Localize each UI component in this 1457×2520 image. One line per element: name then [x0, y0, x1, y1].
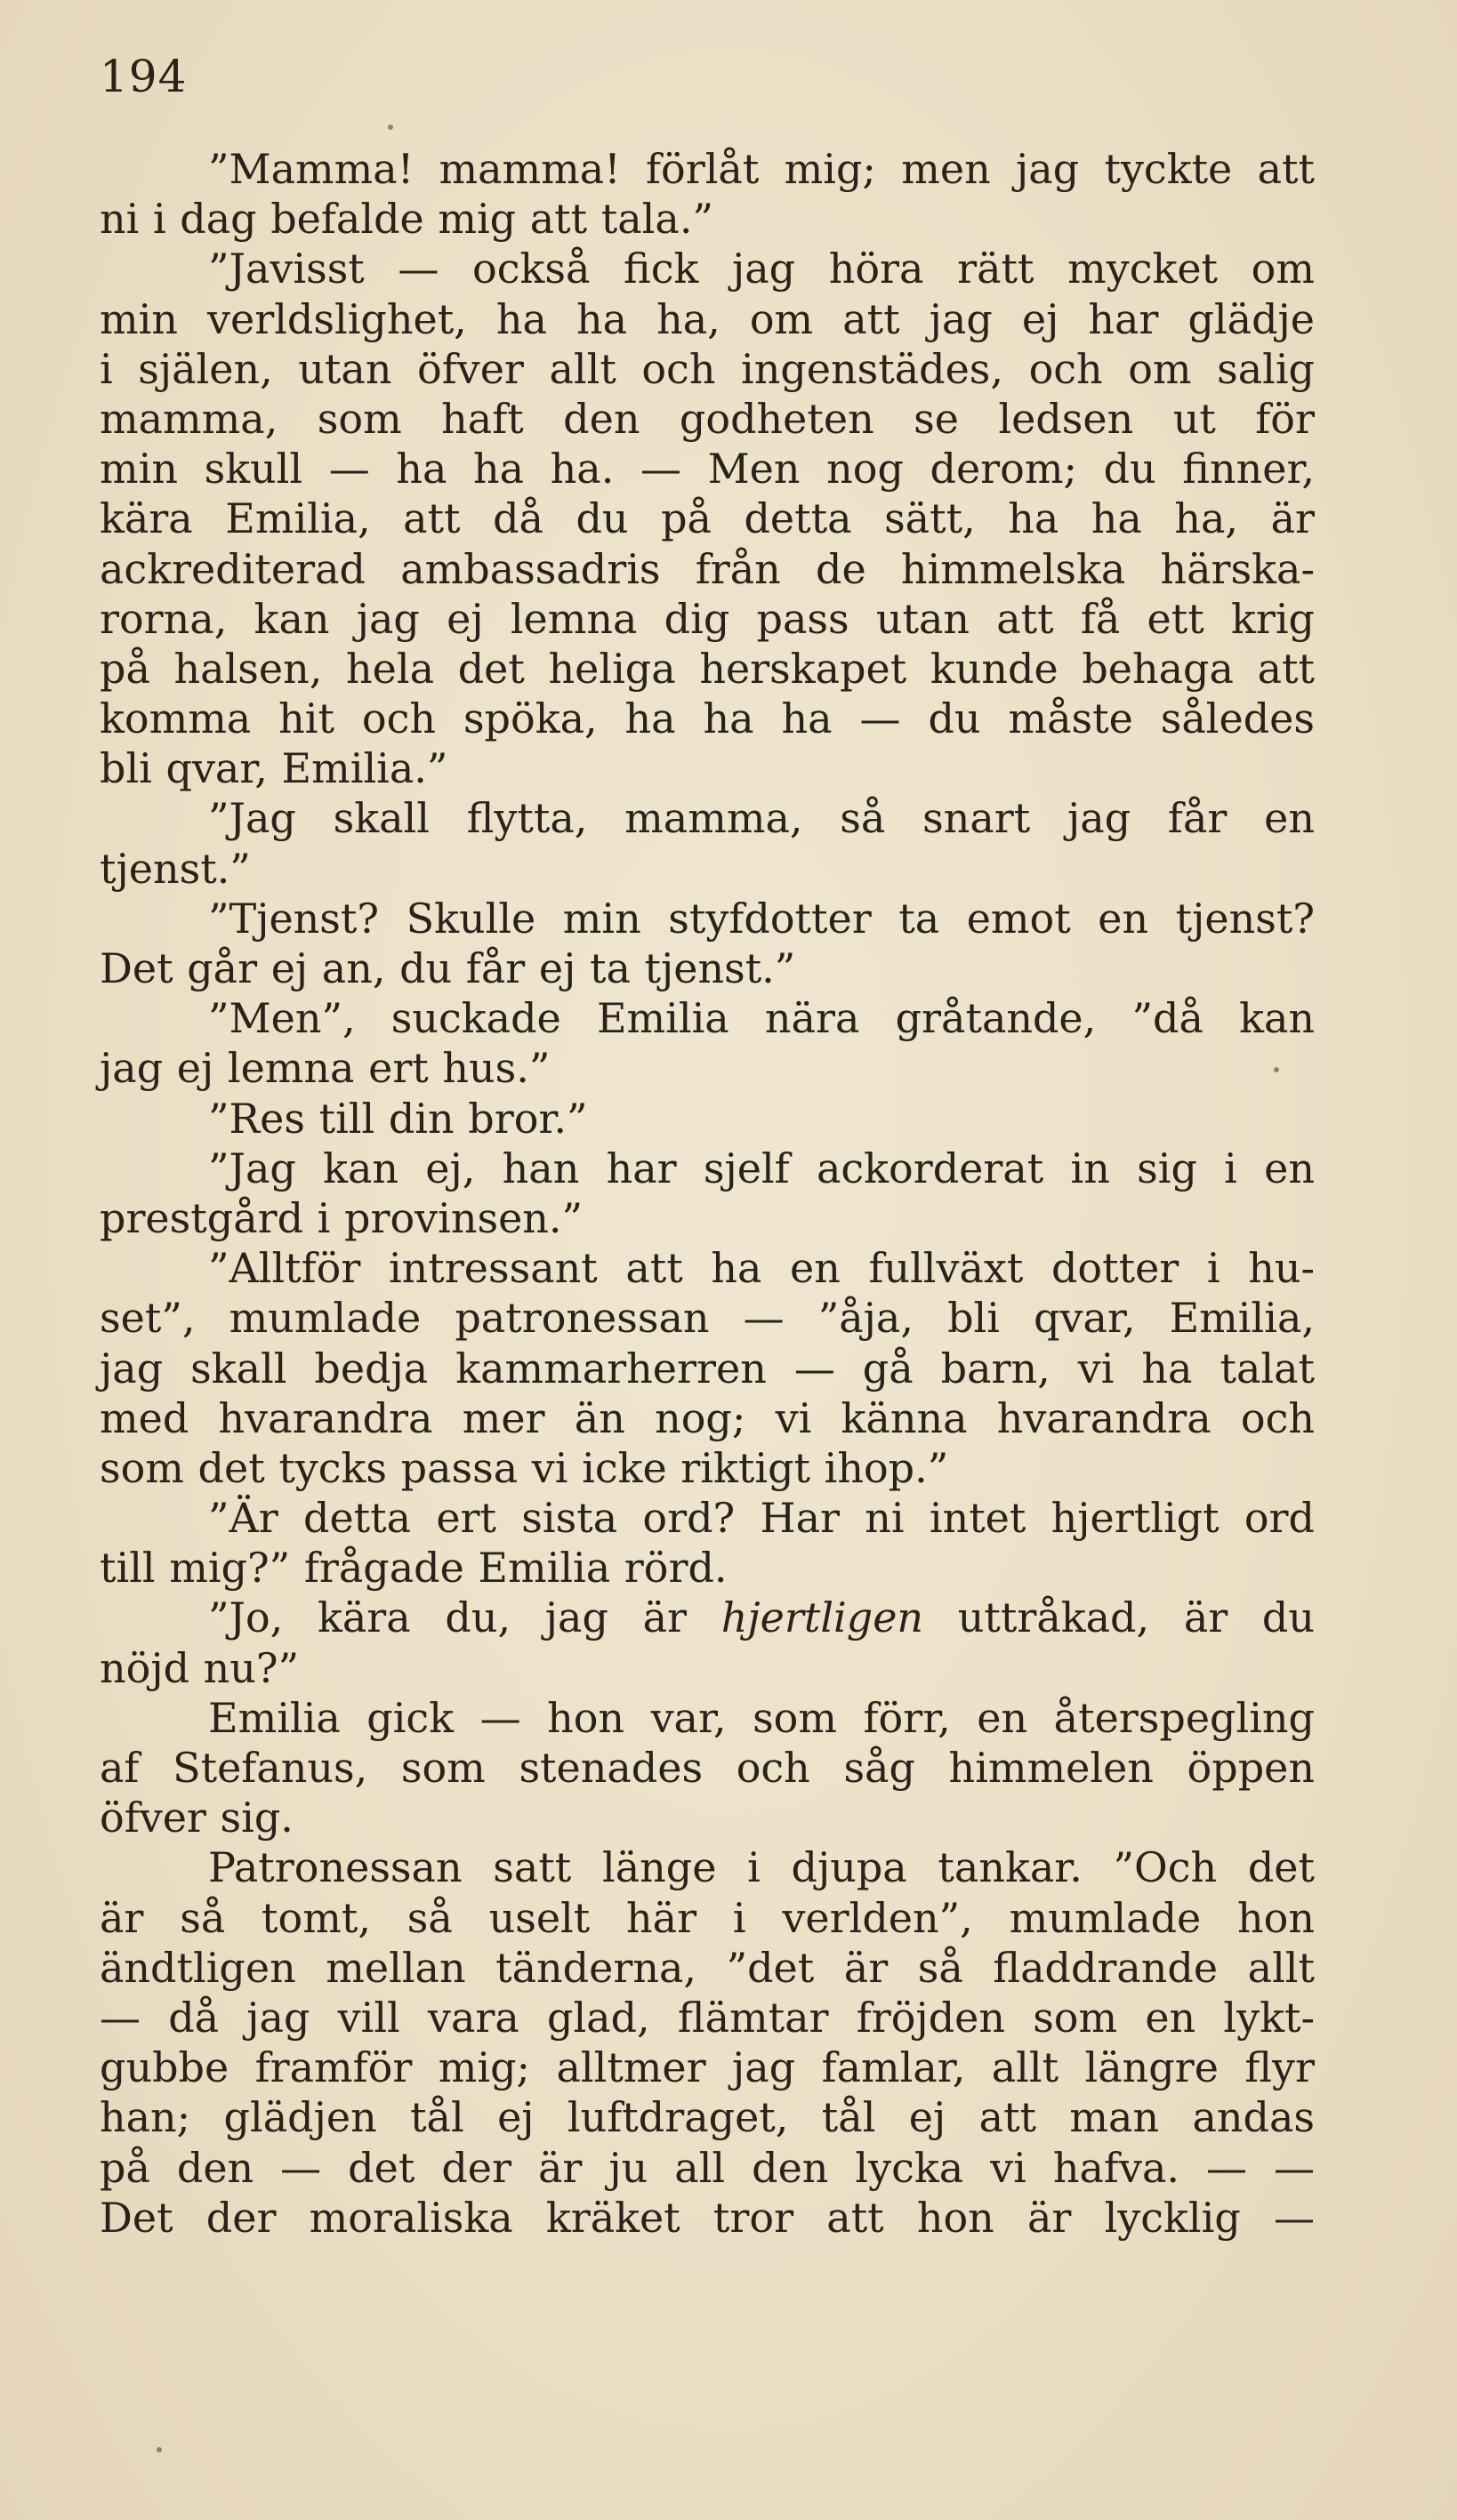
text-line: set”, mumlade patronessan — ”åja, bli qvar, Emilia, [100, 1294, 1315, 1343]
text-line: som det tycks passa vi icke riktigt ihop.” [100, 1443, 949, 1492]
text-line: — då jag vill vara glad, flämtar fröjden som en lykt- [100, 1993, 1315, 2042]
text-line: ”Men”, suckade Emilia nära gråtande, ”då kan [208, 994, 1315, 1043]
text-line: kära Emilia, att då du på detta sätt, ha ha ha, är [100, 494, 1315, 543]
text-line: Det går ej an, du får ej ta tjenst.” [100, 944, 796, 992]
text-line: ”Jag kan ej, han har sjelf ackorderat in sig i en [208, 1144, 1315, 1192]
italic-word: hjertligen [720, 1593, 924, 1642]
print-speck [388, 124, 393, 130]
text-line: öfver sig. [100, 1794, 294, 1842]
text-line: mamma, som haft den godheten se ledsen ut för [100, 394, 1315, 443]
text-line: gubbe framför mig; alltmer jag famlar, allt längre flyr [100, 2043, 1315, 2092]
text-line: min verldslighet, ha ha ha, om att jag ej har glädje [100, 294, 1315, 343]
print-speck [157, 2447, 162, 2452]
text-line: ändtligen mellan tänderna, ”det är så fladdrande allt [100, 1943, 1315, 1992]
text-line: med hvarandra mer än nog; vi känna hvarandra och [100, 1393, 1315, 1442]
text-line: ”Javisst — också fick jag höra rätt mycket om [208, 245, 1315, 293]
text-line: jag skall bedja kammarherren — gå barn, vi ha talat [100, 1344, 1315, 1392]
text-line: Det der moraliska kräket tror att hon är lycklig — [100, 2193, 1315, 2242]
text-line: ”Res till din bror.” [208, 1094, 588, 1143]
text-line: ”Alltför intressant att ha en fullväxt dotter i hu- [208, 1244, 1315, 1293]
page-number: 194 [100, 51, 188, 102]
text-line: jag ej lemna ert hus.” [100, 1044, 551, 1093]
text-line: min skull — ha ha ha. — Men nog derom; du finner, [100, 445, 1315, 494]
text-line: af Stefanus, som stenades och såg himmelen öppen [100, 1744, 1315, 1792]
text-line: bli qvar, Emilia.” [100, 744, 448, 793]
text-line: ni i dag befalde mig att tala.” [100, 195, 713, 244]
text-line: är så tomt, så uselt här i verlden”, mumlade hon [100, 1893, 1315, 1942]
text-line: tjenst.” [100, 844, 251, 893]
text-line: på halsen, hela det heliga herskapet kunde behaga att [100, 644, 1315, 693]
text-line: ackrediterad ambassadris från de himmelska härska- [100, 544, 1315, 593]
text-line: nöjd nu?” [100, 1643, 300, 1692]
text-line: till mig?” frågade Emilia rörd. [100, 1544, 728, 1593]
text-line: ”Är detta ert sista ord? Har ni intet hjertligt ord [208, 1494, 1315, 1543]
text-line: han; glädjen tål ej luftdraget, tål ej att man andas [100, 2093, 1315, 2142]
text-line: ”Tjenst? Skulle min styfdotter ta emot en tjenst? [208, 894, 1315, 943]
body-text [100, 144, 1315, 2243]
text-line: ”Jo, kära du, jag är hjertligen uttråkad, är du [208, 1593, 1316, 1642]
text-line: ”Mamma! mamma! förlåt mig; men jag tyckte att [208, 145, 1315, 193]
text-line: Emilia gick — hon var, som förr, en återspegling [208, 1693, 1315, 1742]
text-line: Patronessan satt länge i djupa tankar. ”Och det [208, 1843, 1315, 1892]
text-line: prestgård i provinsen.” [100, 1193, 584, 1242]
print-speck [1274, 1067, 1279, 1072]
text-line: rorna, kan jag ej lemna dig pass utan att få ett krig [100, 594, 1315, 643]
text-line: ”Jag skall flytta, mamma, så snart jag får en [208, 794, 1315, 843]
text-line: komma hit och spöka, ha ha ha — du måste således [100, 694, 1315, 743]
text-line: i själen, utan öfver allt och ingenstädes, och om salig [100, 344, 1315, 393]
text-line: på den — det der är ju all den lycka vi hafva. — — [100, 2143, 1315, 2192]
